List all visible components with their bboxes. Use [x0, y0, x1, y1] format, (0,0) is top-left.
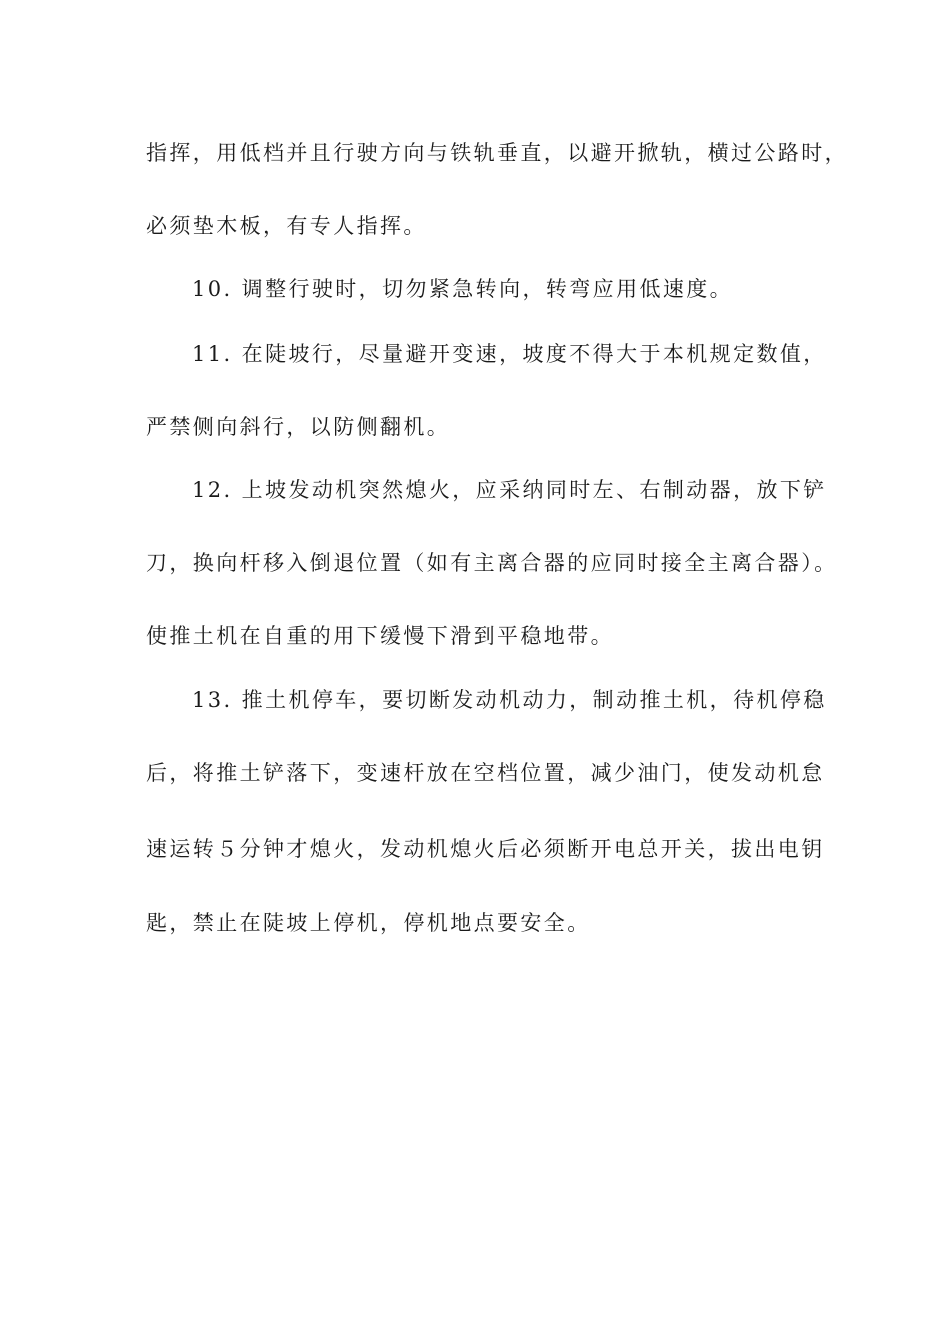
numbered-item-11: 11. 在陡坡行，尽量避开变速，坡度不得大于本机规定数值，: [192, 342, 827, 366]
numbered-item-13: 13. 推土机停车，要切断发动机动力，制动推土机，待机停稳: [192, 688, 827, 712]
text-line: 匙，禁止在陡坡上停机，停机地点要安全。: [146, 911, 591, 935]
text-line: 使推土机在自重的用下缓慢下滑到平稳地带。: [146, 624, 614, 648]
text-line: 严禁侧向斜行，以防侧翻机。: [146, 415, 451, 439]
text-line: 指挥，用低档并且行驶方向与铁轨垂直，以避开掀轨，横过公路时，: [146, 141, 848, 165]
text-line: 速运转５分钟才熄火，发动机熄火后必须断开电总开关，拔出电钥: [146, 837, 825, 861]
text-line: 必须垫木板，有专人指挥。: [146, 214, 427, 238]
text-line: 后，将推土铲落下，变速杆放在空档位置，减少油门，使发动机怠: [146, 761, 825, 785]
numbered-item-10: 10. 调整行驶时，切勿紧急转向，转弯应用低速度。: [192, 277, 734, 301]
numbered-item-12: 12. 上坡发动机突然熄火，应采纳同时左、右制动器，放下铲: [192, 478, 827, 502]
text-line: 刀，换向杆移入倒退位置（如有主离合器的应同时接全主离合器）。: [146, 551, 838, 575]
